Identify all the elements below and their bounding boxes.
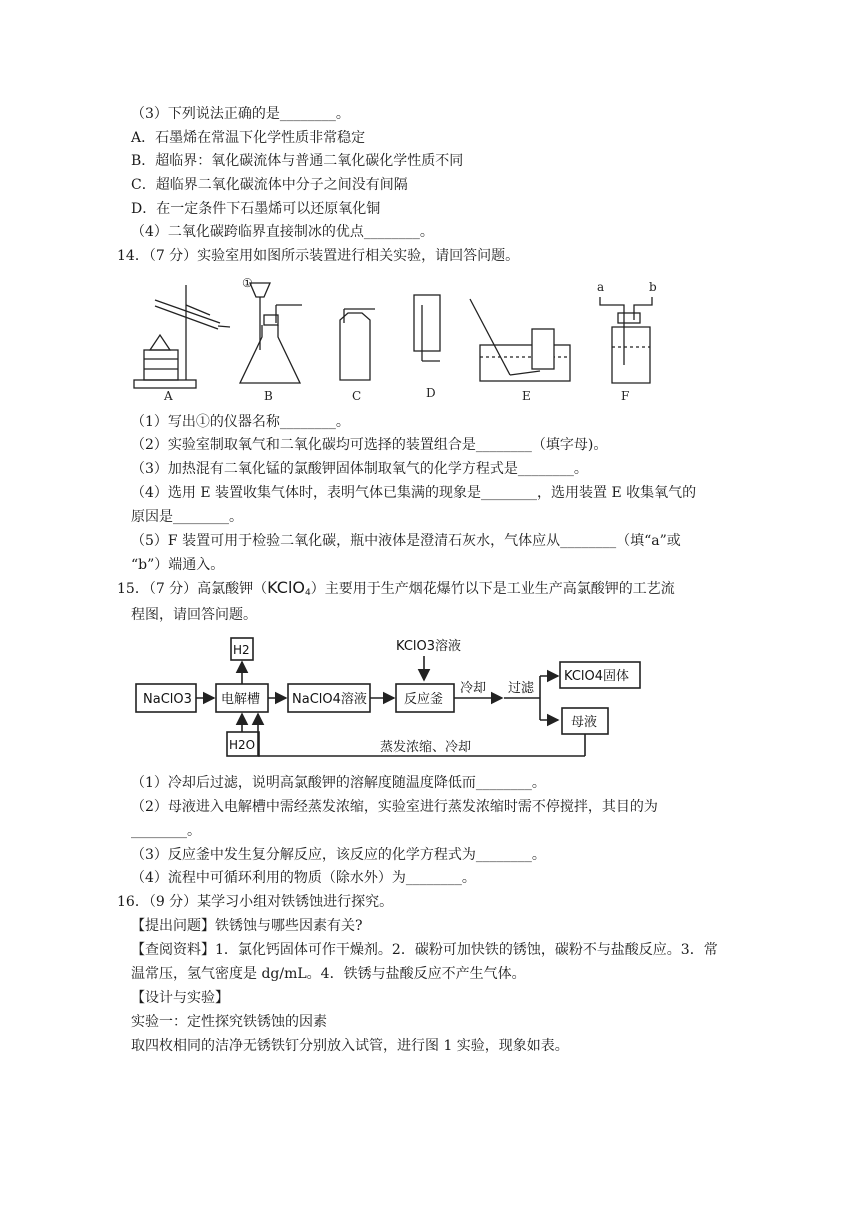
label-filter: 过滤	[508, 681, 535, 696]
q14-part2: （2）实验室制取氧气和二氧化碳均可选择的装置组合是________（填字母)。	[131, 437, 608, 453]
q16-reference-line1: 【查阅资料】1．氯化钙固体可作干燥剂。2．碳粉可加快铁的锈蚀，碳粉不与盐酸反应。3．常	[131, 942, 718, 958]
q15-part1: （1）冷却后过滤，说明高氯酸钾的溶解度随温度降低而________。	[131, 775, 546, 791]
q15-stem-line1	[117, 578, 675, 603]
label-reactor: 反应釜	[404, 692, 444, 707]
label-evaporate: 蒸发浓缩、冷却	[380, 740, 472, 755]
kclo4-formula-main: KClO	[267, 578, 305, 597]
q15-part4: （4）流程中可循环利用的物质（除水外）为________。	[131, 870, 476, 886]
q13-part3: （3）下列说法正确的是________。	[131, 106, 350, 122]
q14-part5-line1: （5）F 装置可用于检验二氧化碳，瓶中液体是澄清石灰水，气体应从________（填“a”或	[131, 533, 681, 549]
label-f: F	[621, 389, 630, 403]
label-mother: 母液	[571, 715, 598, 730]
q15-stem-post: ）主要用于生产烟花爆竹以下是工业生产高氯酸钾的工艺流	[310, 581, 675, 597]
apparatus-c	[340, 309, 375, 380]
q14-part4-line2: 原因是________。	[131, 509, 243, 525]
label-c: C	[352, 389, 362, 403]
q14-part4-line1: （4）选用 E 装置收集气体时，表明气体已集满的现象是________，选用装置 E 收集氧气的	[131, 485, 697, 501]
label-f-b: b	[649, 280, 657, 294]
kclo4-formula	[267, 578, 311, 597]
label-h2o: H2O	[229, 738, 256, 752]
label-naclo4: NaClO4溶液	[292, 692, 367, 707]
q13-option-c: C．超临界二氧化碳流体中分子之间没有间隔	[131, 177, 408, 193]
q16-question: 【提出问题】铁锈蚀与哪些因素有关?	[131, 918, 363, 934]
q16-experiment1-title: 实验一：定性探究铁锈蚀的因素	[131, 1014, 327, 1030]
q14-part1: （1）写出①的仪器名称________。	[131, 414, 350, 430]
q15-part3: （3）反应釜中发生复分解反应，该反应的化学方程式为________。	[131, 847, 546, 863]
process-flow-chart	[130, 632, 690, 764]
apparatus-d	[414, 295, 440, 361]
q13-option-d: D．在一定条件下石墨烯可以还原氧化铜	[131, 201, 381, 217]
label-cool: 冷却	[460, 681, 487, 696]
q14-part5-line2: “b”）端通入。	[131, 557, 225, 573]
apparatus-f	[597, 280, 657, 383]
q13-option-b: B．超临界：氧化碳流体与普通二氧化碳化学性质不同	[131, 153, 464, 169]
q13-part4: （4）二氧化碳跨临界直接制冰的优点________。	[131, 224, 434, 240]
label-f-a: a	[597, 280, 605, 294]
label-kclo4: KClO4固体	[564, 669, 630, 684]
q16-design-heading: 【设计与实验】	[131, 990, 229, 1006]
q15-part2-line2: ________。	[131, 823, 201, 839]
q13-option-a: A．石墨烯在常温下化学性质非常稳定	[131, 130, 366, 146]
q16-stem: 16．（9 分）某学习小组对铁锈蚀进行探究。	[117, 894, 394, 910]
q14-part3: （3）加热混有二氧化锰的氯酸钾固体制取氧气的化学方程式是________。	[131, 461, 588, 477]
q16-reference-line2: 温常压，氢气密度是 dg/mL。4．铁锈与盐酸反应不产生气体。	[131, 966, 526, 982]
label-e: E	[522, 389, 531, 403]
apparatus-b	[240, 276, 302, 383]
label-naclo3: NaClO3	[143, 692, 192, 707]
label-cell: 电解槽	[221, 692, 261, 707]
apparatus-figure	[130, 275, 670, 405]
label-b: B	[264, 389, 273, 403]
marker-1: ①	[242, 276, 253, 290]
q16-experiment1-desc: 取四枚相同的洁净无锈铁钉分别放入试管，进行图 1 实验，现象如表。	[131, 1038, 569, 1054]
label-kclo3: KClO3溶液	[396, 639, 462, 654]
label-d: D	[426, 386, 436, 400]
kclo4-formula-sub: 4	[305, 588, 311, 598]
apparatus-a	[134, 285, 230, 388]
q15-stem-line2: 程图，请回答问题。	[131, 607, 257, 623]
q15-stem-pre: 15．（7 分）高氯酸钾（	[117, 581, 268, 597]
apparatus-e	[470, 299, 570, 381]
q15-part2-line1: （2）母液进入电解槽中需经蒸发浓缩，实验室进行蒸发浓缩时需不停搅拌，其目的为	[131, 799, 658, 815]
label-a: A	[164, 389, 173, 403]
q14-stem: 14．（7 分）实验室用如图所示装置进行相关实验，请回答问题。	[117, 248, 520, 264]
label-h2: H2	[233, 643, 250, 657]
